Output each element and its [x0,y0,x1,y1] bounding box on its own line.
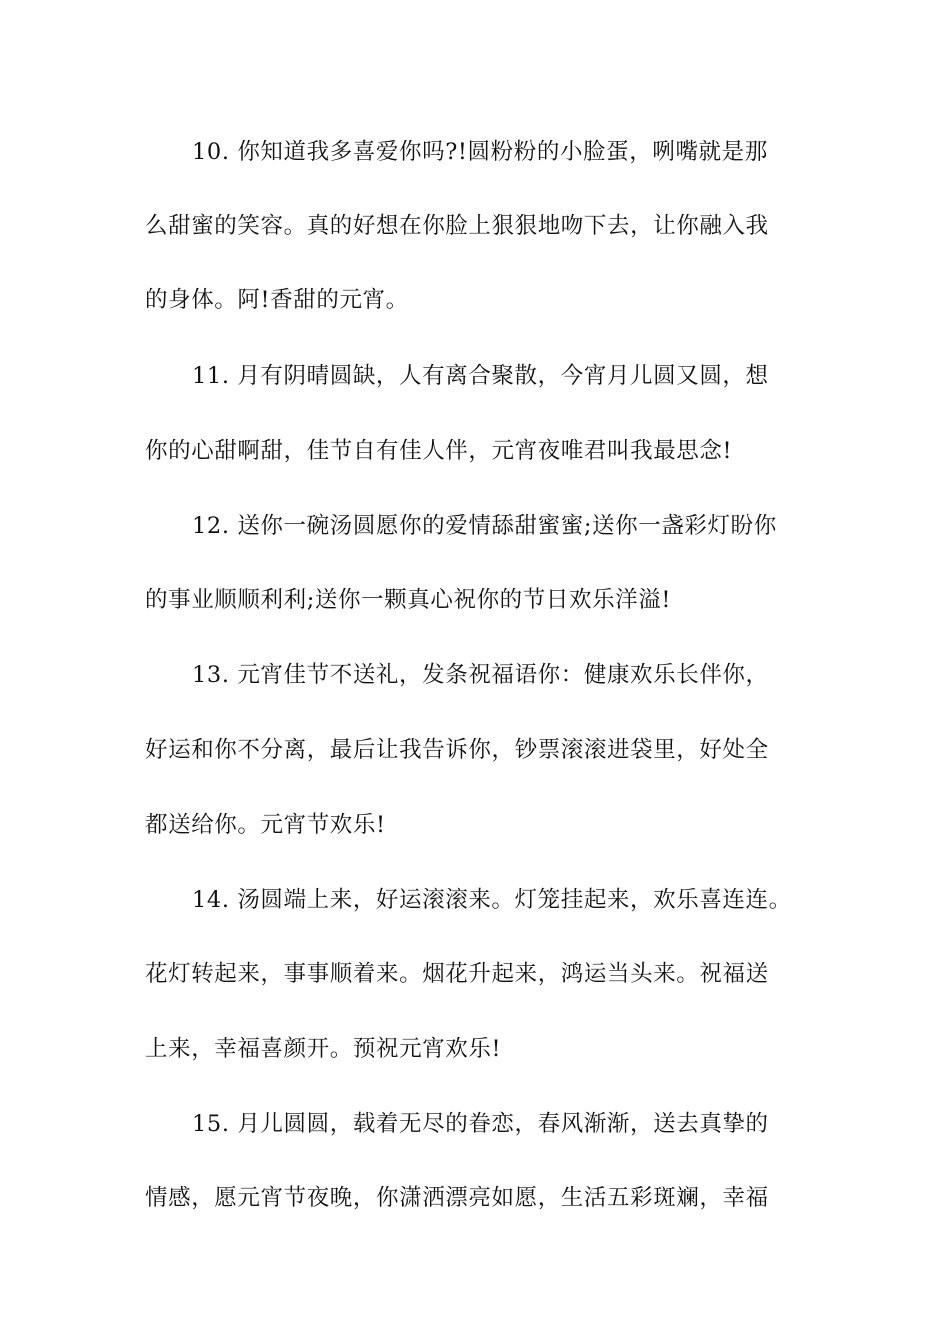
paragraph-14-line-3: 上来，幸福喜颜开。预祝元宵欢乐! [145,1036,502,1062]
paragraph-10-line-2: 么甜蜜的笑容。真的好想在你脸上狠狠地吻下去，让你融入我 [145,213,769,239]
paragraph-10-line-1: 10. 你知道我多喜爱你吗?!圆粉粉的小脸蛋，咧嘴就是那 [192,139,768,165]
paragraph-13-line-3: 都送给你。元宵节欢乐! [145,812,386,838]
paragraph-13-line-1: 13. 元宵佳节不送礼，发条祝福语你：健康欢乐长伴你， [192,662,769,688]
paragraph-15-line-2: 情感，愿元宵节夜晚，你潇洒漂亮如愿，生活五彩斑斓，幸福 [145,1185,769,1211]
paragraph-14-line-1: 14. 汤圆端上来，好运滚滚来。灯笼挂起来，欢乐喜连连。 [192,887,792,913]
paragraph-13-line-2: 好运和你不分离，最后让我告诉你，钞票滚滚进袋里，好处全 [145,737,769,763]
paragraph-10-line-3: 的身体。阿!香甜的元宵。 [145,287,409,313]
paragraph-11-line-1: 11. 月有阴晴圆缺，人有离合聚散，今宵月儿圆又圆，想 [192,363,769,389]
paragraph-15-line-1: 15. 月儿圆圆，载着无尽的眷恋，春风渐渐，送去真挚的 [192,1111,769,1137]
paragraph-14-line-2: 花灯转起来，事事顺着来。烟花升起来，鸿运当头来。祝福送 [145,961,769,987]
paragraph-12-line-2: 的事业顺顺利利;送你一颗真心祝你的节日欢乐洋溢! [145,587,672,613]
paragraph-12-line-1: 12. 送你一碗汤圆愿你的爱情舔甜蜜蜜;送你一盏彩灯盼你 [192,513,777,539]
paragraph-11-line-2: 你的心甜啊甜，佳节自有佳人伴，元宵夜唯君叫我最思念! [145,438,733,464]
